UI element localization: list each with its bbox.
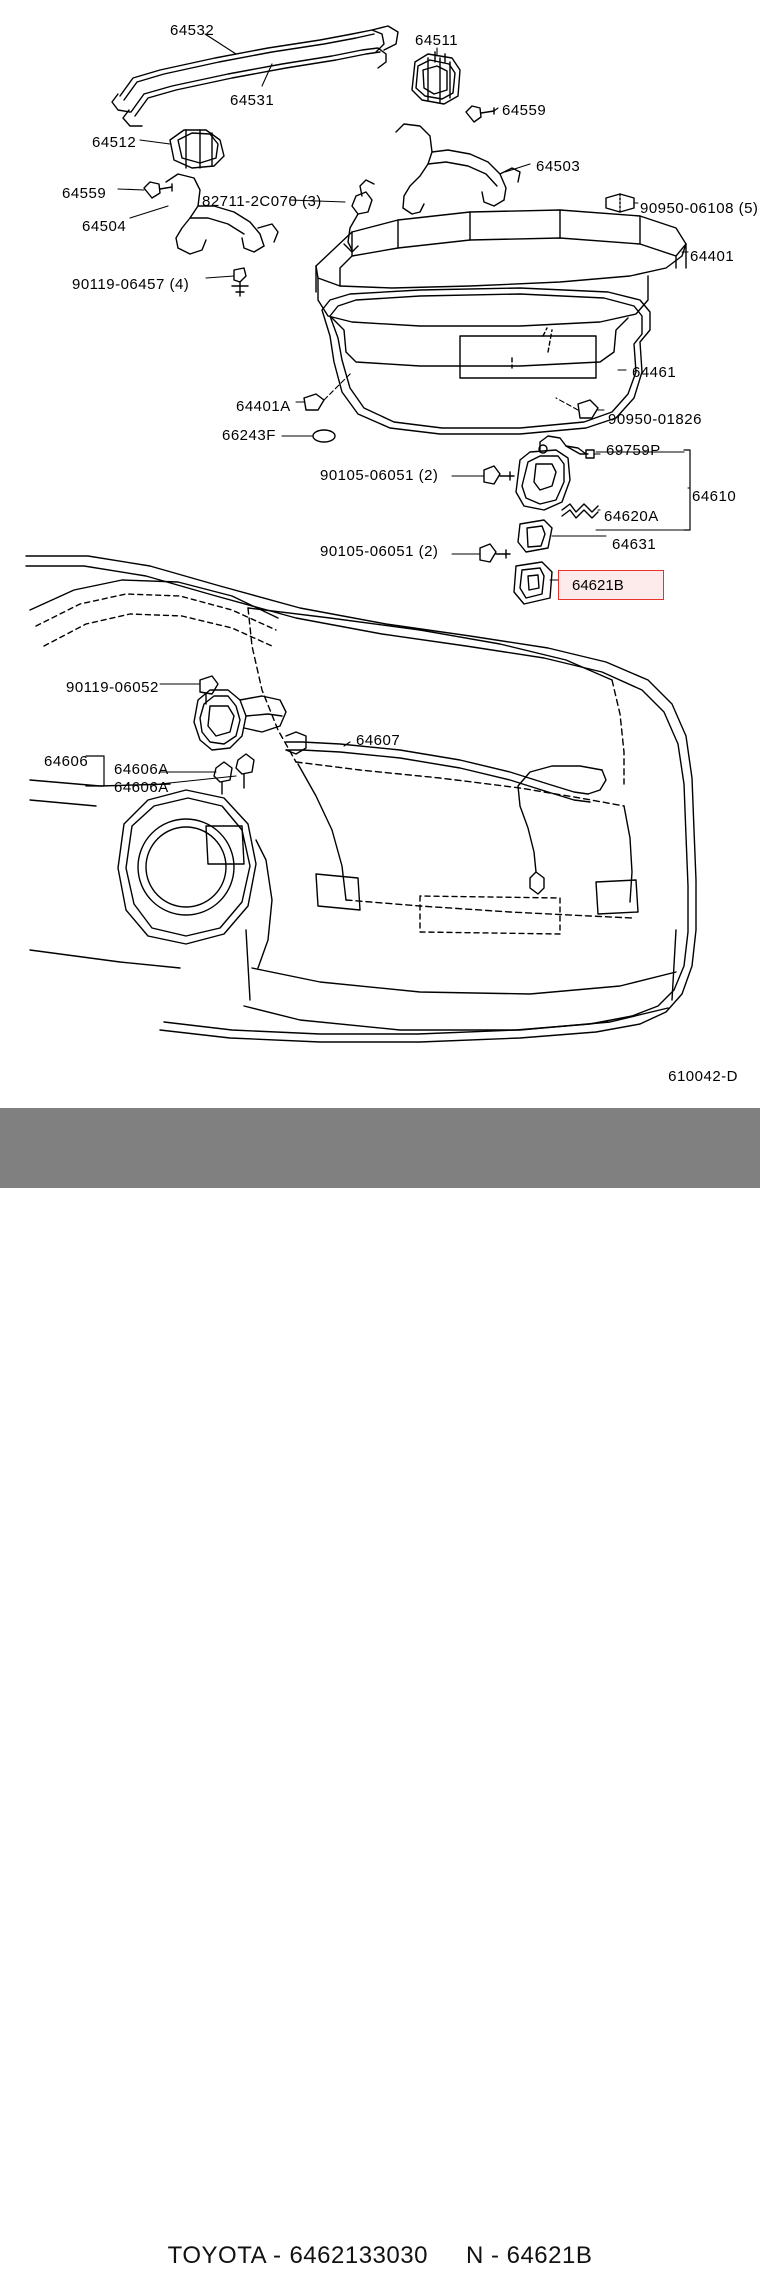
part-label: 64512 <box>92 134 137 151</box>
part-label: 90119-06457 (4) <box>72 276 190 293</box>
part-suffix: N - 64621B <box>465 2242 593 2269</box>
part-label: 64620A <box>604 508 659 525</box>
part-label: 64503 <box>536 158 581 175</box>
part-label: 90950-01826 <box>608 411 702 428</box>
part-label: 64531 <box>230 92 275 109</box>
part-label: 64401 <box>690 248 735 265</box>
part-label: 64610 <box>692 488 737 505</box>
footer-bar <box>0 1108 760 2269</box>
part-label: 64401A <box>236 398 291 415</box>
part-label: 64511 <box>415 32 459 49</box>
brand-label: TOYOTA - <box>167 2242 282 2269</box>
footer-part-plate <box>92 2233 668 2279</box>
part-label: 64532 <box>170 22 215 39</box>
part-label: 90105-06051 (2) <box>320 543 439 560</box>
part-label: 64606A <box>114 779 169 796</box>
part-label: 64504 <box>82 218 127 235</box>
part-label: 64461 <box>632 364 677 381</box>
part-label: 69759P <box>606 442 661 459</box>
part-number: 6462133030 <box>289 2242 428 2269</box>
part-label: 66243F <box>222 427 276 444</box>
highlighted-part-label: 64621B <box>572 577 624 594</box>
part-label: 64559 <box>502 102 547 119</box>
part-label: 90105-06051 (2) <box>320 467 439 484</box>
drawing-code: 610042-D <box>668 1068 738 1085</box>
part-label: 64607 <box>356 732 401 749</box>
part-label: 64559 <box>62 185 107 202</box>
part-label: 82711-2C070 (3) <box>202 193 322 210</box>
part-label: 64631 <box>612 536 657 553</box>
part-label: 64606A <box>114 761 169 778</box>
part-label: 90119-06052 <box>66 679 159 696</box>
part-label: 90950-06108 (5) <box>640 200 759 217</box>
part-label: 64606 <box>44 753 89 770</box>
